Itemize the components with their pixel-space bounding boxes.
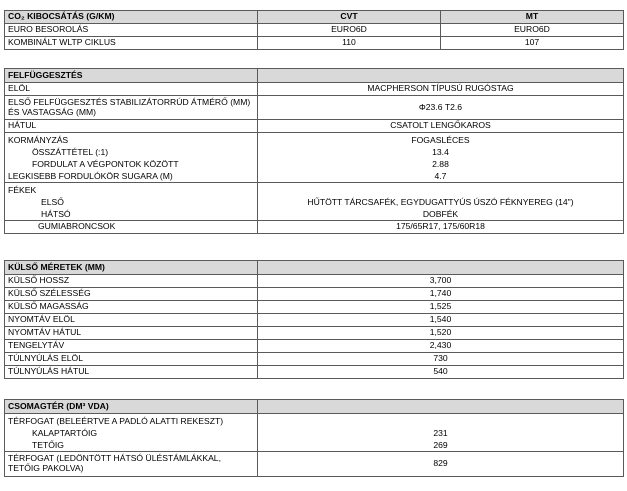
brakes-rear-label: HÁTSÓ <box>41 208 71 219</box>
ratio-label: ÖSSZÁTTÉTEL (:1) <box>32 146 109 157</box>
volume-label: TÉRFOGAT (BELEÉRTVE A PADLÓ ALATTI REKESZT) <box>8 415 224 426</box>
shelf-label: KALAPTARTÓIG <box>32 427 98 438</box>
table-row <box>5 37 624 50</box>
row-label: TENGELYTÁV <box>5 340 258 353</box>
table-row <box>5 24 624 37</box>
folded-value: 829 <box>258 452 624 477</box>
mt-value: 107 <box>441 37 624 50</box>
table-row <box>5 353 624 366</box>
row-label: KÜLSŐ HOSSZ <box>5 275 258 288</box>
table-row <box>5 314 624 327</box>
luggage-volume-labels <box>5 414 258 452</box>
table-row <box>5 366 624 379</box>
roof-value: 269 <box>433 439 448 450</box>
steering-labels <box>5 133 258 183</box>
steering-value: FOGASLÉCES <box>411 134 470 145</box>
tyres-label: GUMIABRONCSOK <box>5 221 258 234</box>
radius-value: 4.7 <box>434 170 447 181</box>
row-value: 3,700 <box>258 275 624 288</box>
suspension-header-row <box>5 69 624 83</box>
ratio-value: 13.4 <box>432 146 449 157</box>
luggage-volume-values <box>258 414 624 452</box>
table-row <box>5 120 624 133</box>
table-row <box>5 340 624 353</box>
row-value: 1,740 <box>258 288 624 301</box>
row-label: NYOMTÁV ELÖL <box>5 314 258 327</box>
table-row <box>5 288 624 301</box>
row-label: ELÖL <box>5 83 258 96</box>
brakes-label: FÉKEK <box>8 184 37 195</box>
suspension-header: FELFÜGGESZTÉS <box>5 69 258 83</box>
row-value: 730 <box>258 353 624 366</box>
row-value: 1,540 <box>258 314 624 327</box>
row-label: KOMBINÁLT WLTP CIKLUS <box>5 37 258 50</box>
cvt-value: 110 <box>258 37 441 50</box>
col-cvt-header: CVT <box>258 11 441 24</box>
brakes-front-label: ELSŐ <box>41 196 64 207</box>
row-value: MACPHERSON TÍPUSÚ RUGÓSTAG <box>258 83 624 96</box>
row-label: TÚLNYÚLÁS HÁTUL <box>5 366 258 379</box>
table-row <box>5 83 624 96</box>
row-label: ELSŐ FELFÜGGESZTÉS STABILIZÁTORRÚD ÁTMÉRŐ (MM) ÉS VASTAGSÁG (MM) <box>5 96 258 120</box>
row-label: EURO BESOROLÁS <box>5 24 258 37</box>
co2-table <box>4 10 624 50</box>
row-value: 2,430 <box>258 340 624 353</box>
brakes-rear-value: DOBFÉK <box>422 208 459 219</box>
luggage-header: CSOMAGTÉR (DM³ VDA) <box>5 400 258 414</box>
table-row <box>5 275 624 288</box>
luggage-volume-row <box>5 414 624 452</box>
luggage-table <box>4 399 624 477</box>
brakes-front-value: HŰTÖTT TÁRCSAFÉK, EGYDUGATTYÚS ÚSZÓ FÉKNYEREG (14") <box>307 196 574 207</box>
row-value: Φ23.6 T2.6 <box>258 96 624 120</box>
suspension-table <box>4 68 624 234</box>
folded-label: TÉRFOGAT (LEDÖNTÖTT HÁTSÓ ÜLÉSTÁMLÁKKAL, TETŐIG PAKOLVA) <box>5 452 258 477</box>
row-label: KÜLSŐ SZÉLESSÉG <box>5 288 258 301</box>
table-row <box>5 452 624 477</box>
co2-header-row <box>5 11 624 24</box>
roof-label: TETŐIG <box>32 439 64 450</box>
steering-row <box>5 133 624 183</box>
header-blank-cell <box>258 261 624 275</box>
brakes-labels <box>5 183 258 221</box>
tyres-value: 175/65R17, 175/60R18 <box>258 221 624 234</box>
brakes-row <box>5 183 624 221</box>
row-label: NYOMTÁV HÁTUL <box>5 327 258 340</box>
brakes-values <box>258 183 624 221</box>
co2-header: CO₂ KIBOCSÁTÁS (G/KM) <box>5 11 258 24</box>
radius-label: LEGKISEBB FORDULÓKÖR SUGARA (M) <box>8 170 173 181</box>
luggage-header-row <box>5 400 624 414</box>
table-row <box>5 301 624 314</box>
dimensions-header: KÜLSŐ MÉRETEK (MM) <box>5 261 258 275</box>
table-row <box>5 96 624 120</box>
row-label: KÜLSŐ MAGASSÁG <box>5 301 258 314</box>
row-value: 1,525 <box>258 301 624 314</box>
row-label: HÁTUL <box>5 120 258 133</box>
header-blank-cell <box>258 69 624 83</box>
dimensions-table <box>4 260 624 379</box>
mt-value: EURO6D <box>441 24 624 37</box>
turns-label: FORDULAT A VÉGPONTOK KÖZÖTT <box>32 158 179 169</box>
dimensions-header-row <box>5 261 624 275</box>
row-value: CSATOLT LENGŐKAROS <box>258 120 624 133</box>
header-blank-cell <box>258 400 624 414</box>
turns-value: 2.88 <box>432 158 449 169</box>
table-row <box>5 221 624 234</box>
steering-values <box>258 133 624 183</box>
steering-label: KORMÁNYZÁS <box>8 134 69 145</box>
row-value: 540 <box>258 366 624 379</box>
table-row <box>5 327 624 340</box>
col-mt-header: MT <box>441 11 624 24</box>
shelf-value: 231 <box>433 427 448 438</box>
row-value: 1,520 <box>258 327 624 340</box>
cvt-value: EURO6D <box>258 24 441 37</box>
row-label: TÚLNYÚLÁS ELÖL <box>5 353 258 366</box>
